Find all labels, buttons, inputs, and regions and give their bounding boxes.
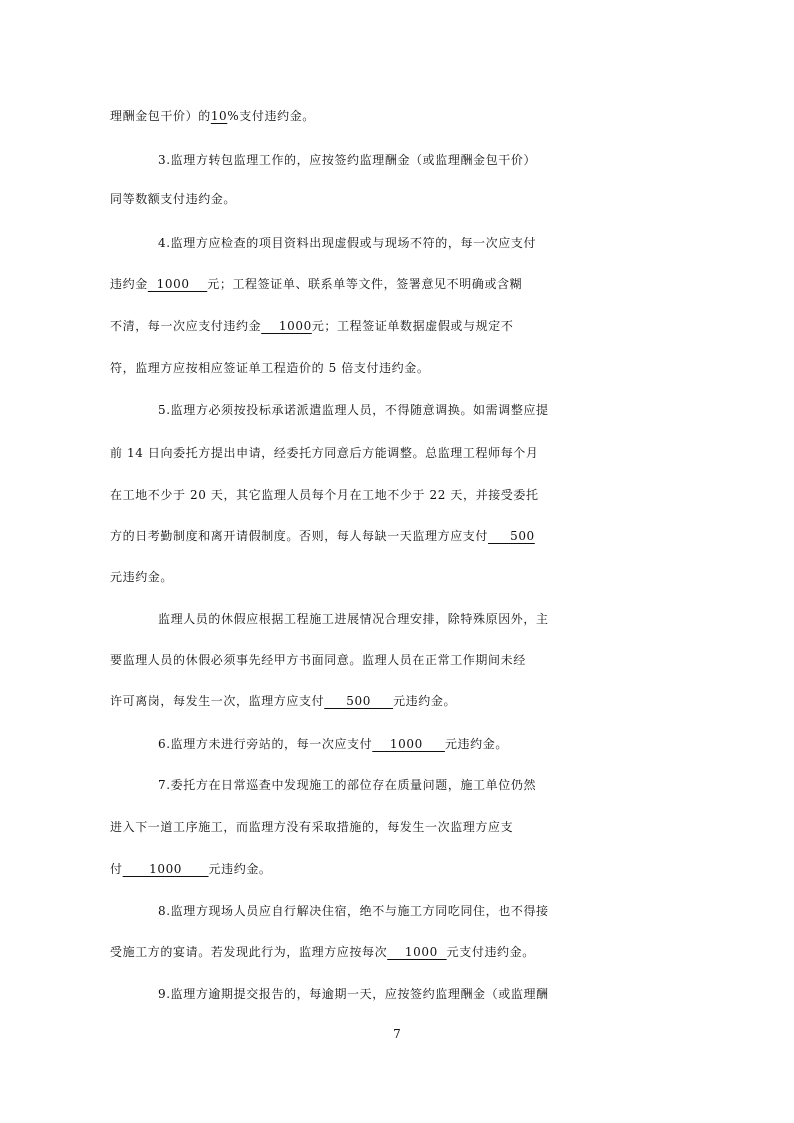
- text-line: [0, 524, 794, 548]
- text-line: [0, 272, 794, 296]
- fill-blank: 1000: [122, 862, 209, 876]
- text-line: [0, 607, 794, 631]
- line-text-after: 元；工程签证单数据虚假或与规定不: [311, 319, 514, 333]
- text-line: [0, 398, 794, 422]
- line-text: 9.监理方逾期提交报告的，每逾期一天，应按签约监理酬金（或监理酬: [158, 987, 549, 1001]
- line-text-after: 元支付违约金。: [446, 945, 535, 959]
- line-text: 付: [110, 862, 123, 876]
- line-text: 5.监理方必须按投标承诺派遣监理人员，不得随意调换。如需调整应提: [158, 403, 549, 417]
- line-text-after: %支付违约金。: [227, 109, 315, 123]
- text-line: [0, 356, 794, 380]
- line-text: 进入下一道工序施工，而监理方没有采取措施的，每发生一次监理方应支: [110, 820, 514, 834]
- line-text: 在工地不少于 20 天，其它监理人员每个月在工地不少于 22 天，并接受委托: [110, 488, 539, 502]
- line-text: 7.委托方在日常巡查中发现施工的部位存在质量问题，施工单位仍然: [158, 778, 537, 792]
- line-text: 3.监理方转包监理工作的，应按签约监理酬金（或监理酬金包干价）: [158, 153, 537, 167]
- text-line: [0, 187, 794, 211]
- line-text: 前 14 日向委托方提出申请，经委托方同意后方能调整。总监理工程师每个月: [110, 446, 539, 460]
- text-line: [0, 441, 794, 465]
- text-line: [0, 982, 794, 1006]
- text-line: [0, 314, 794, 338]
- text-line: [0, 815, 794, 839]
- text-line: [0, 940, 794, 964]
- line-text: 4.监理方应检查的项目资料出现虚假或与现场不符的，每一次应支付: [158, 236, 537, 250]
- line-text: 要监理人员的休假必须事先经甲方书面同意。监理人员在正常工作期间未经: [110, 653, 526, 667]
- line-text: 同等数额支付违约金。: [110, 192, 237, 206]
- line-text: 方的日考勤制度和离开请假制度。否则，每人每缺一天监理方应支付: [110, 529, 489, 543]
- line-text: 监理人员的休假应根据工程施工进展情况合理安排，除特殊原因外，主: [158, 612, 549, 626]
- text-line: [0, 732, 794, 756]
- text-line: [0, 483, 794, 507]
- text-line: [0, 104, 794, 128]
- line-text-after: 元违约金。: [393, 694, 457, 708]
- fill-blank: 1000: [387, 945, 447, 959]
- line-text: 8.监理方现场人员应自行解决住宿，绝不与施工方同吃同住，也不得接: [158, 904, 549, 918]
- line-text: 6.监理方未进行旁站的，每一次应支付: [158, 737, 373, 751]
- text-line: [0, 231, 794, 255]
- text-line: [0, 689, 794, 713]
- line-text-after: 元违约金。: [208, 862, 272, 876]
- fill-blank: 1000: [147, 277, 208, 291]
- text-line: [0, 773, 794, 797]
- text-line: [0, 857, 794, 881]
- text-line: [0, 148, 794, 172]
- line-text: 元违约金。: [110, 570, 174, 584]
- line-text: 违约金: [110, 277, 148, 291]
- line-text: 不清，每一次应支付违约金: [110, 319, 262, 333]
- text-line: [0, 899, 794, 923]
- fill-blank: 500: [324, 694, 394, 708]
- line-text: 符，监理方应按相应签证单工程造价的 5 倍支付违约金。: [110, 361, 430, 375]
- line-text-after: 元违约金。: [444, 737, 508, 751]
- fill-blank: 10: [210, 109, 228, 123]
- line-text-after: 元；工程签证单、联系单等文件，签署意见不明确或含糊: [207, 277, 523, 291]
- text-line: [0, 648, 794, 672]
- text-line: [0, 565, 794, 589]
- line-text: 许可离岗，每发生一次，监理方应支付: [110, 694, 325, 708]
- page-number: 7: [393, 1027, 401, 1041]
- line-text: 理酬金包干价）的: [110, 109, 211, 123]
- line-text: 受施工方的宴请。若发现此行为，监理方应按每次: [110, 945, 388, 959]
- fill-blank: 1000: [372, 737, 445, 751]
- fill-blank: 500: [488, 529, 535, 543]
- fill-blank: 1000: [261, 319, 312, 333]
